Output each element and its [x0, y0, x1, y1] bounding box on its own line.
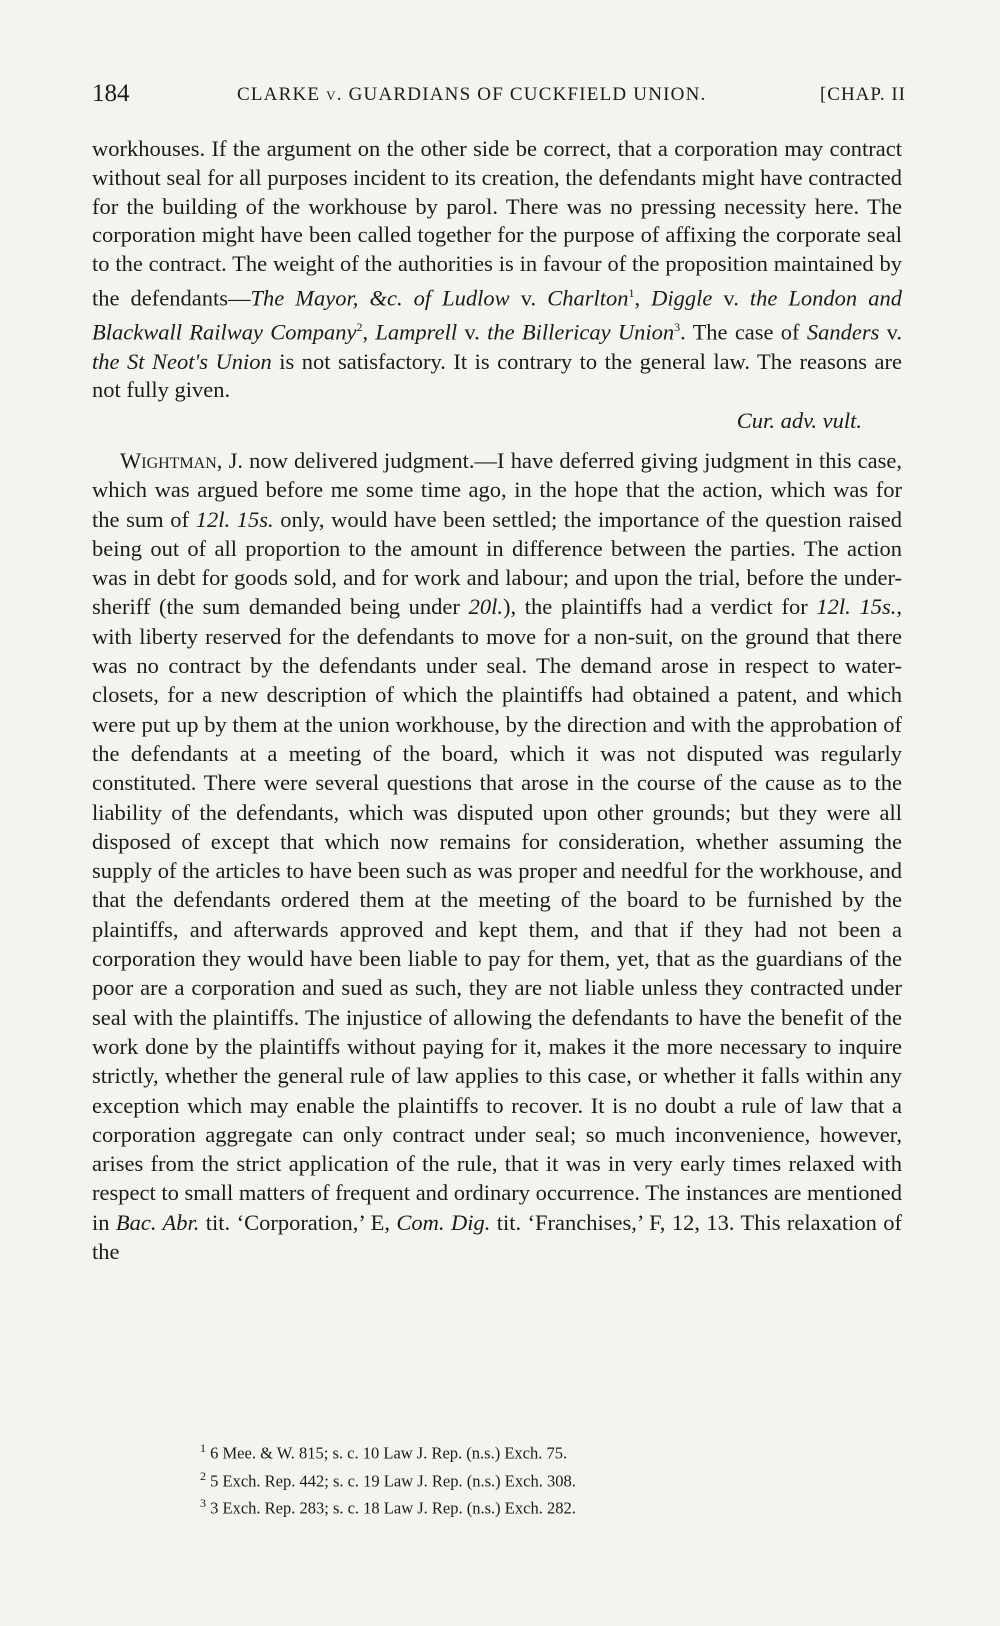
case-name: The Mayor, &c. of Ludlow [250, 285, 510, 311]
space [230, 507, 237, 532]
space [851, 594, 860, 619]
footnote-text: 3 Exch. Rep. 283; s. c. 18 Law J. Rep. (n.s.) Exch. 282. [206, 1498, 576, 1518]
judge-name: Wightman, J. [120, 447, 243, 473]
footnote-text: 5 Exch. Rep. 442; s. c. 19 Law J. Rep. (n.s.) Exch. 308. [206, 1471, 576, 1490]
versus: v. [509, 285, 548, 311]
case-name: the St Neot's Union [92, 348, 272, 374]
argument-text-2: . The case of [680, 319, 807, 345]
footnotes [200, 1437, 840, 1520]
chapter-label: [CHAP. II [819, 84, 906, 105]
amount: 15s. [236, 506, 274, 532]
running-title: CLARKE v. GUARDIANS OF CUCKFIELD UNION. [237, 84, 707, 105]
separator: , [634, 285, 652, 311]
judgment-paragraph [92, 446, 902, 1266]
case-name: the Billericay Union [487, 319, 675, 345]
footnote-number: 1 [200, 1441, 206, 1455]
page-body [92, 135, 902, 1266]
footnote-marker: 2 [356, 320, 363, 335]
judgment-text-4: , with liberty reserved for the defendants to move for a non-suit, on the ground that there was no contract by the defendants under seal. The demand arose in respect to water-closets, for a new description of which the plaintiffs had obtained a patent, and which were put up by them at the union workhouse, by the direction and with the approbation of the defendants at a meeting of the board, which it was not disputed was regularly constituted. There were several questions that arose in the course of the cause as to the liability of the defendants, which was disputed upon other grounds; but they were all disposed of except that which now remains for consideration, whether assuming the supply of the articles to have been such as was proper and needful for the workhouse, and that the defendants ordered them at the meeting of the board to be furnished by the plaintiffs, and afterwards approved and kept them, and that if they had not been a corporation they would have been liable to pay for them, yet, that as the guardians of the poor are a corporation and sued as such, they are not liable unless they contracted under seal with the plaintiffs. The injustice of allowing the defendants to have the benefit of the work done by the plaintiffs without paying for it, makes it the more necessary to inquire strictly, whether the general rule of law applies to this case, or whether it falls within any exception which may enable the plaintiffs to recover. It is no doubt a rule of law that a corporation aggregate can only contract under seal; so much inconvenience, however, arises from the strict application of the rule, that it was in very early times relaxed with respect to small matters of frequent and ordinary occurrence. The instances are mentioned in [92, 594, 903, 1235]
case-name: Lamprell [375, 319, 458, 345]
footnote [200, 1437, 840, 1465]
judgment-text-1: now delivered judgment.—I have deferred giving judgment in this case, which was argued before me some time ago, in the hope that the action, which was for the sum of [92, 447, 902, 532]
footnote [200, 1465, 840, 1493]
footnote-marker: 1 [628, 285, 635, 300]
amount: 20l. [468, 594, 503, 620]
judgment-text-5: tit. ‘Corporation,’ E, [199, 1209, 397, 1235]
footnote-number: 3 [200, 1496, 206, 1510]
judgment-text-3: ), the plaintiffs had a verdict for [503, 594, 817, 620]
case-name: Charlton [547, 285, 629, 311]
versus: v. [457, 319, 488, 345]
amount: 12l. [816, 594, 851, 620]
amount: 12l. [195, 506, 231, 532]
argument-text-3: is not satisfactory. It is contrary to the general law. The reasons are not fully given. [92, 348, 902, 403]
reference: Com. Dig. [396, 1209, 491, 1235]
argument-text-1: workhouses. If the argument on the other side be correct, that a corporation may contract without seal for all purposes incident to its creation, the defendants might have contracted for the building of the workhouse by parol. There was no pressing necessity here. The corporation might have been called together for the purpose of affixing the corporate seal to the contract. The weight of the authorities is in favour of the proposition maintained by the defendants— [92, 136, 902, 311]
case-name: the London and Blackwall Railway Company [92, 285, 902, 345]
case-name: Diggle [651, 285, 713, 311]
running-header [92, 80, 906, 114]
argument-paragraph [92, 135, 902, 405]
judgment-text-2: only, would have been settled; the importance of the question raised being out of all proportion to the amount in difference between the parties. The action was in debt for goods sold, and for work and labour; and upon the trial, before the under-sheriff (the sum demanded being under [92, 506, 902, 620]
cur-adv-vult: Cur. adv. vult. [736, 408, 862, 434]
footnote-number: 2 [200, 1468, 206, 1483]
separator: , [362, 319, 376, 345]
footnote [200, 1492, 840, 1520]
footnote-text: 6 Mee. & W. 815; s. c. 10 Law J. Rep. (n.s.) Exch. 75. [206, 1443, 568, 1463]
footnote-marker: 3 [674, 320, 681, 335]
page-number: 184 [92, 80, 130, 107]
versus: v. [712, 285, 750, 311]
versus: v. [879, 319, 903, 345]
case-name: Sanders [806, 319, 880, 345]
amount: 15s. [859, 594, 897, 620]
reference: Bac. Abr. [115, 1209, 200, 1235]
judgment-text-6: tit. ‘Franchises,’ F, 12, 13. This relaxation of the [92, 1209, 902, 1264]
